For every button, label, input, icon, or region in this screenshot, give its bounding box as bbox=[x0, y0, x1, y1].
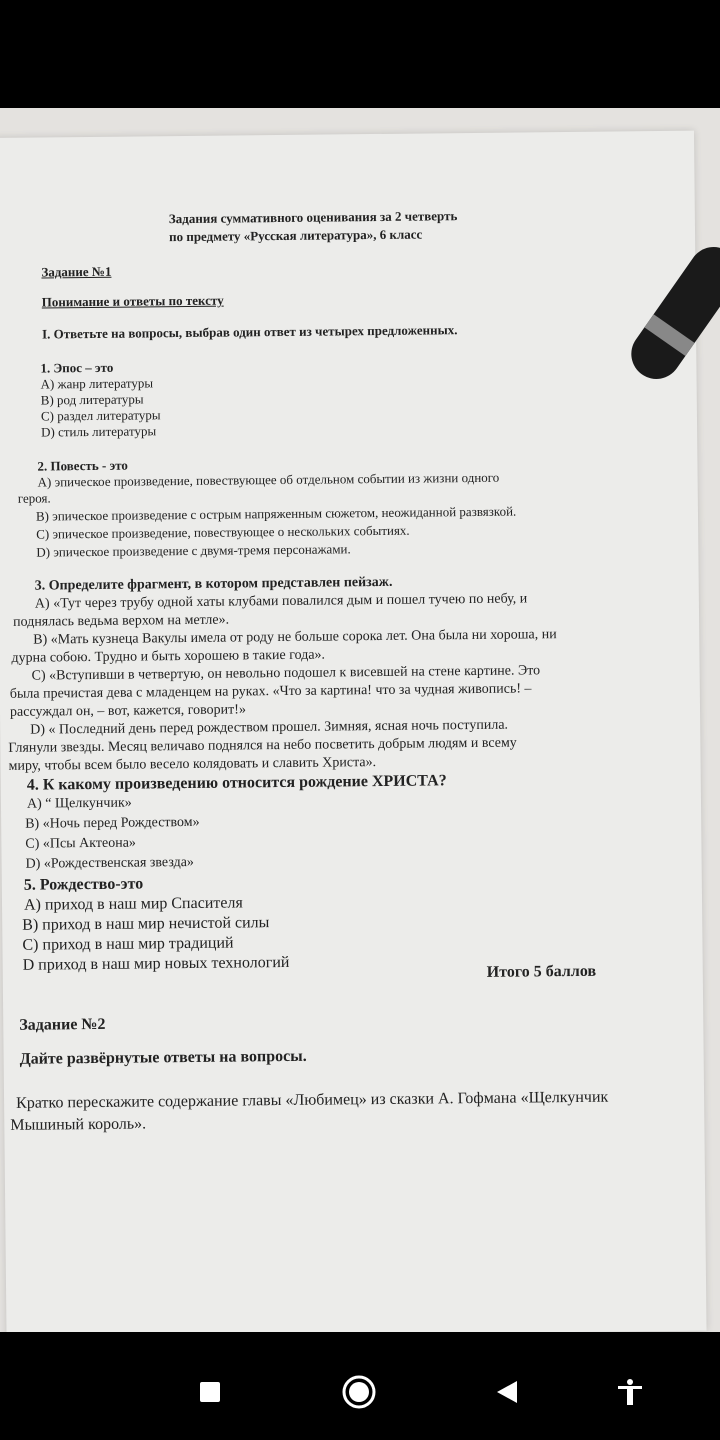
title-line-2: по предмету «Русская литература», 6 класс bbox=[168, 226, 423, 245]
q4-option-c: C) «Псы Актеона» bbox=[25, 835, 136, 852]
q3-option-c-line3: рассуждал он, – вот, кажется, говорит!» bbox=[9, 702, 247, 720]
q1-option-d: D) стиль литературы bbox=[41, 423, 157, 440]
total-score: Итого 5 баллов bbox=[486, 962, 597, 981]
q3-option-c-line1: C) «Вступивши в четвертую, он невольно подошел к висевшей на стене картине. Это bbox=[31, 663, 541, 684]
worksheet-page bbox=[0, 131, 674, 1134]
q3-question: 3. Определите фрагмент, в котором представлен пейзаж. bbox=[34, 574, 393, 594]
accessibility-icon[interactable] bbox=[608, 1370, 652, 1414]
q3-option-a-line2: поднялась ведьма верхом на метле». bbox=[12, 612, 230, 630]
q2-option-a-line1: A) эпическое произведение, повествующее об отдельном событии из жизни одного bbox=[37, 469, 500, 490]
task2-instruction: Дайте развёрнутые ответы на вопросы. bbox=[19, 1047, 307, 1068]
instruction: I. Ответьте на вопросы, выбрав один ответ из четырех предложенных. bbox=[41, 322, 458, 342]
back-triangle-icon[interactable] bbox=[484, 1370, 528, 1414]
q3-option-d-line3: миру, чтобы всем было весело колядовать и славить Христа». bbox=[8, 755, 377, 774]
q3-option-d-line2: Глянули звезды. Месяц величаво поднялся на небо посветить добрым людям и всему bbox=[8, 735, 517, 756]
q5-option-c: C) приход в наш мир традиций bbox=[22, 934, 234, 954]
q3-option-b-line2: дурна собою. Трудно и быть хорошею в такие года». bbox=[11, 647, 326, 666]
q5-option-d: D приход в наш мир новых технологий bbox=[22, 953, 290, 974]
q3-option-b-line1: B) «Мать кузнеца Вакулы имела от роду не больше сорока лет. Она была ни хороша, ни bbox=[33, 627, 557, 648]
task2-text-line1: Кратко перескажите содержание главы «Любимец» из сказки А. Гофмана «Щелкунчик bbox=[16, 1088, 609, 1112]
photo-viewport bbox=[0, 108, 720, 1332]
home-circle-icon[interactable] bbox=[337, 1370, 381, 1414]
q1-option-c: C) раздел литературы bbox=[40, 407, 161, 424]
worksheet-paper bbox=[0, 131, 707, 1332]
q4-option-d: D) «Рождественская звезда» bbox=[25, 854, 194, 872]
q2-option-a-line2: героя. bbox=[17, 490, 51, 506]
q2-option-c: C) эпическое произведение, повествующее о нескольких событиях. bbox=[36, 522, 410, 542]
q5-question: 5. Рождество-это bbox=[23, 875, 144, 894]
task2-text-line2: Мышиный король». bbox=[10, 1115, 147, 1134]
q4-option-b: B) «Ночь перед Рождеством» bbox=[25, 814, 200, 832]
q3-option-c-line2: была пречистая дева с младенцем на руках. «Что за картина! что за чудная живопись! – bbox=[9, 681, 532, 702]
q1-option-a: A) жанр литературы bbox=[40, 375, 154, 392]
q2-option-d: D) эпическое произведение с двумя-тремя персонажами. bbox=[36, 541, 351, 560]
q5-option-b: B) приход в наш мир нечистой силы bbox=[22, 914, 270, 934]
q5-option-a: A) приход в наш мир Спасителя bbox=[23, 894, 243, 914]
q4-option-a: A) “ Щелкунчик» bbox=[26, 795, 132, 812]
q3-option-d-line1: D) « Последний день перед рождеством прошел. Зимняя, ясная ночь поступила. bbox=[30, 717, 509, 738]
q2-option-b: B) эпическое произведение с острым напряженным сюжетом, неожиданной развязкой. bbox=[35, 503, 517, 524]
title-line-1: Задания суммативного оценивания за 2 четверть bbox=[168, 208, 458, 227]
recents-square-icon[interactable] bbox=[188, 1370, 232, 1414]
task1-heading: Задание №1 bbox=[41, 263, 112, 280]
q2-question: 2. Повесть - это bbox=[37, 457, 128, 474]
q3-option-a-line1: A) «Тут через трубу одной хаты клубами повалился дым и пошел тучею по небу, и bbox=[34, 591, 528, 612]
task2-heading: Задание №2 bbox=[19, 1015, 106, 1034]
task1-subheading: Понимание и ответы по тексту bbox=[41, 292, 224, 310]
q4-question: 4. К какому произведению относится рождение ХРИСТА? bbox=[26, 772, 447, 794]
q1-option-b: B) род литературы bbox=[40, 391, 144, 408]
q1-question: 1. Эпос – это bbox=[40, 359, 114, 376]
